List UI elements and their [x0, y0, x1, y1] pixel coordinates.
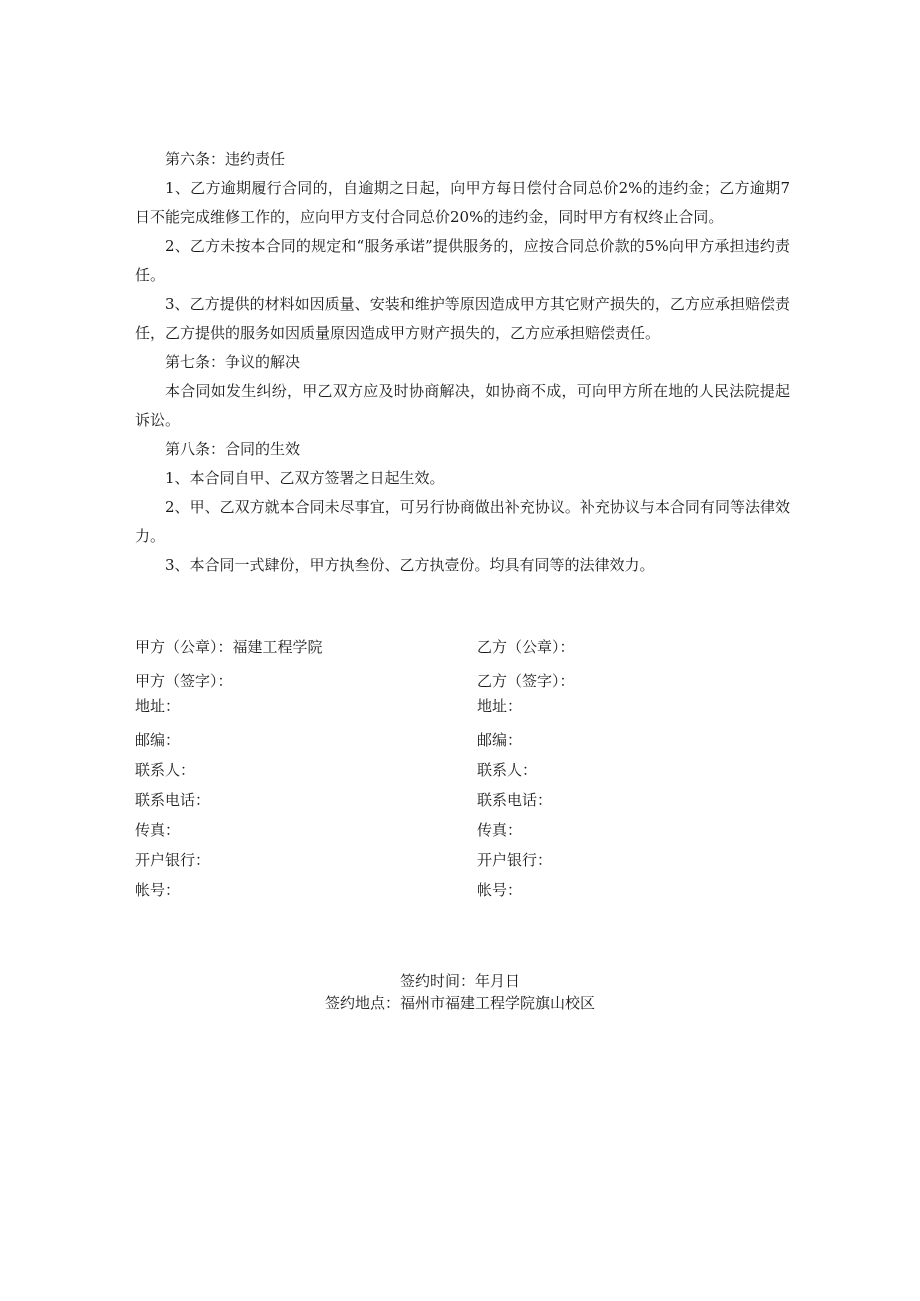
party-a-account: 帐号： [135, 881, 181, 899]
party-b-address: 地址： [477, 697, 523, 715]
party-b-bank: 开户银行： [477, 851, 553, 869]
party-b-fax: 传真： [477, 821, 523, 839]
article-6-clause-3: 3、乙方提供的材料如因质量、安装和维护等原因造成甲方其它财产损失的，乙方应承担赔偿责任，乙方提供的服务如因质量原因造成甲方财产损失的，乙方应承担赔偿责任。 [135, 295, 790, 342]
party-a-fax: 传真： [135, 821, 181, 839]
account-row [135, 879, 790, 909]
article-6-clause-2: 2、乙方未按本合同的规定和“服务承诺”提供服务的，应按合同总价款的5%向甲方承担违约责任。 [135, 237, 790, 284]
sign-place: 签约地点：福州市福建工程学院旗山校区 [324, 994, 595, 1012]
article-6-clause-1: 1、乙方逾期履行合同的，自逾期之日起，向甲方每日偿付合同总价2%的违约金；乙方逾期7日不能完成维修工作的，应向甲方支付合同总价20%的违约金，同时甲方有权终止合同。 [135, 179, 790, 226]
party-b-phone: 联系电话： [477, 791, 553, 809]
signing-info [0, 970, 920, 1014]
party-b-sign: 乙方（签字）： [477, 672, 575, 690]
contact-row [135, 759, 790, 789]
party-a-address: 地址： [135, 697, 181, 715]
party-a-seal: 甲方（公章）：福建工程学院 [135, 638, 323, 656]
seal-row [135, 636, 790, 670]
party-a-sign: 甲方（签字）： [135, 672, 233, 690]
postcode-row [135, 729, 790, 759]
party-a-postcode: 邮编： [135, 731, 181, 749]
address-row [135, 695, 790, 729]
party-b-seal: 乙方（公章）： [477, 638, 575, 656]
article-7-heading: 第七条：争议的解决 [165, 353, 301, 371]
article-6-heading: 第六条：违约责任 [165, 150, 286, 168]
party-a-contact: 联系人： [135, 761, 196, 779]
party-b-account: 帐号： [477, 881, 523, 899]
fax-row [135, 819, 790, 849]
article-8-clause-3: 3、本合同一式肆份，甲方执叁份、乙方执壹份。均具有同等的法律效力。 [165, 556, 655, 574]
phone-row [135, 789, 790, 819]
signature-block [135, 636, 790, 909]
sign-row [135, 670, 790, 695]
article-8-clause-1: 1、本合同自甲、乙双方签署之日起生效。 [165, 469, 445, 487]
party-b-postcode: 邮编： [477, 731, 523, 749]
party-b-contact: 联系人： [477, 761, 538, 779]
sign-time: 签约时间：年月日 [399, 972, 520, 990]
party-a-bank: 开户银行： [135, 851, 211, 869]
bank-row [135, 849, 790, 879]
article-8-heading: 第八条：合同的生效 [165, 440, 301, 458]
party-a-phone: 联系电话： [135, 791, 211, 809]
article-8-clause-2: 2、甲、乙双方就本合同未尽事宜，可另行协商做出补充协议。补充协议与本合同有同等法律效力。 [135, 498, 790, 545]
contract-clauses [135, 145, 790, 580]
article-7-clause-1: 本合同如发生纠纷，甲乙双方应及时协商解决，如协商不成，可向甲方所在地的人民法院提起诉讼。 [135, 382, 790, 429]
